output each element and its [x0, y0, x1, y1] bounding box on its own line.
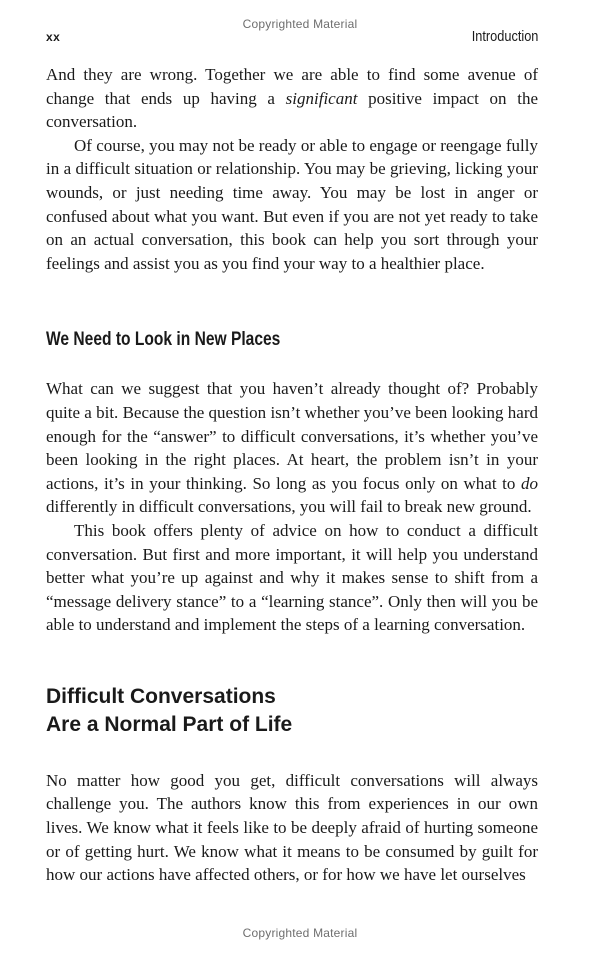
heading-line-1: Difficult Conversations: [46, 684, 276, 708]
paragraph-3-emphasis: do: [521, 473, 538, 493]
watermark-bottom: Copyrighted Material: [242, 926, 358, 940]
page-number: xx: [46, 30, 61, 44]
paragraph-3: [46, 377, 538, 519]
page-body: [46, 63, 538, 887]
paragraph-5: No matter how good you get, difficult conversations will always challenge you. The authors know this from experiences in our own lives. We know what it feels like to be deeply afraid of hurting someone or of getting hurt. We know what it means to be consumed by guilt for how our actions have affected others, or for how we have let ourselves: [46, 770, 538, 885]
paragraph-2: Of course, you may not be ready or able to engage or reengage fully in a difficult situation or relationship. You may be grieving, licking your wounds, or just needing time away. You may be lost in anger or confused about what you want. But even if you are not yet ready to take on an actual conversation, this book can help you sort through your feelings and assist you as you find your way to a healthier place.: [46, 135, 538, 273]
watermark-top: Copyrighted Material: [242, 17, 358, 31]
paragraph-1-emphasis: significant: [285, 88, 358, 108]
paragraph-1: [46, 63, 538, 134]
section-heading-normal-part-of-life: [46, 683, 538, 739]
paragraph-1-text-a: And they are wrong. Together we are able to find some avenue of change that ends up having a: [46, 65, 538, 108]
paragraph-4: This book offers plenty of advice on how to conduct a difficult conversation. But first and more important, it will help you understand better what you’re up against and why it makes sense to shift from a “message delivery stance” to a “learning stance”. Only then will you be able to understand and implement the steps of a learning conversation.: [46, 520, 538, 635]
heading-line-2: Are a Normal Part of Life: [46, 712, 293, 736]
paragraph-3-text-a: What can we suggest that you haven’t already thought of? Probably quite a bit. Because the question isn’t whether you’ve been looking hard enough for the “answer” to difficult conversations, it’s whether you’ve been looking in the right places. At heart, the problem isn’t in your actions, it’s in your thinking. So long as you focus only on what to: [46, 379, 538, 493]
section-title: Introduction: [471, 28, 538, 45]
paragraph-3-text-b: differently in difficult conversations, you will fail to break new ground.: [46, 497, 532, 517]
paragraph-1-text-b: positive impact on the conversation.: [46, 88, 538, 132]
section-heading-look-in-new-places: We Need to Look in New Places: [46, 329, 281, 351]
